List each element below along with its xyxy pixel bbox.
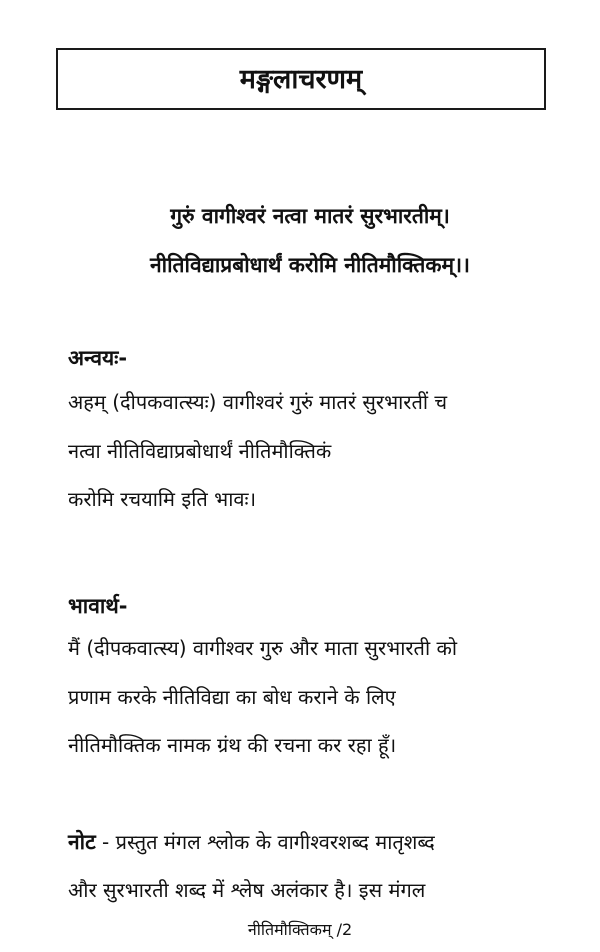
note-text-1: - प्रस्तुत मंगल श्लोक के वागीश्वरशब्द मातृशब्द: [95, 830, 435, 854]
title-box: [56, 48, 546, 110]
bhavartha-line-1: मैं (दीपकवात्स्य) वागीश्वर गुरु और माता सुरभारती को: [68, 636, 458, 660]
bhavartha-heading: भावार्थ-: [68, 594, 128, 618]
note-line-2: और सुरभारती शब्द में श्लेष अलंकार है। इस मंगल: [68, 878, 426, 902]
page-title: मङ्गलाचरणम्: [239, 63, 363, 95]
bhavartha-line-3: नीतिमौक्तिक नामक ग्रंथ की रचना कर रहा हूँ।: [68, 733, 397, 757]
note-label: नोट: [68, 830, 96, 854]
note-line-1: [68, 828, 435, 856]
page-footer: नीतिमौक्तिकम् /2: [247, 920, 353, 939]
anvaya-heading: अन्वयः-: [68, 346, 128, 370]
verse-line-1: गुरुं वागीश्वरं नत्वा मातरं सुरभारतीम्।: [170, 204, 450, 228]
anvaya-line-2: नत्वा नीतिविद्याप्रबोधार्थं नीतिमौक्तिकं: [68, 439, 332, 463]
verse-line-2: नीतिविद्याप्रबोधार्थं करोमि नीतिमौक्तिकम्।।: [150, 253, 470, 277]
bhavartha-line-2: प्रणाम करके नीतिविद्या का बोध कराने के लिए: [68, 685, 396, 709]
anvaya-line-1: अहम् (दीपकवात्स्यः) वागीश्वरं गुरुं मातरं सुरभारतीं च: [68, 390, 448, 414]
anvaya-line-3: करोमि रचयामि इति भावः।: [68, 487, 257, 511]
